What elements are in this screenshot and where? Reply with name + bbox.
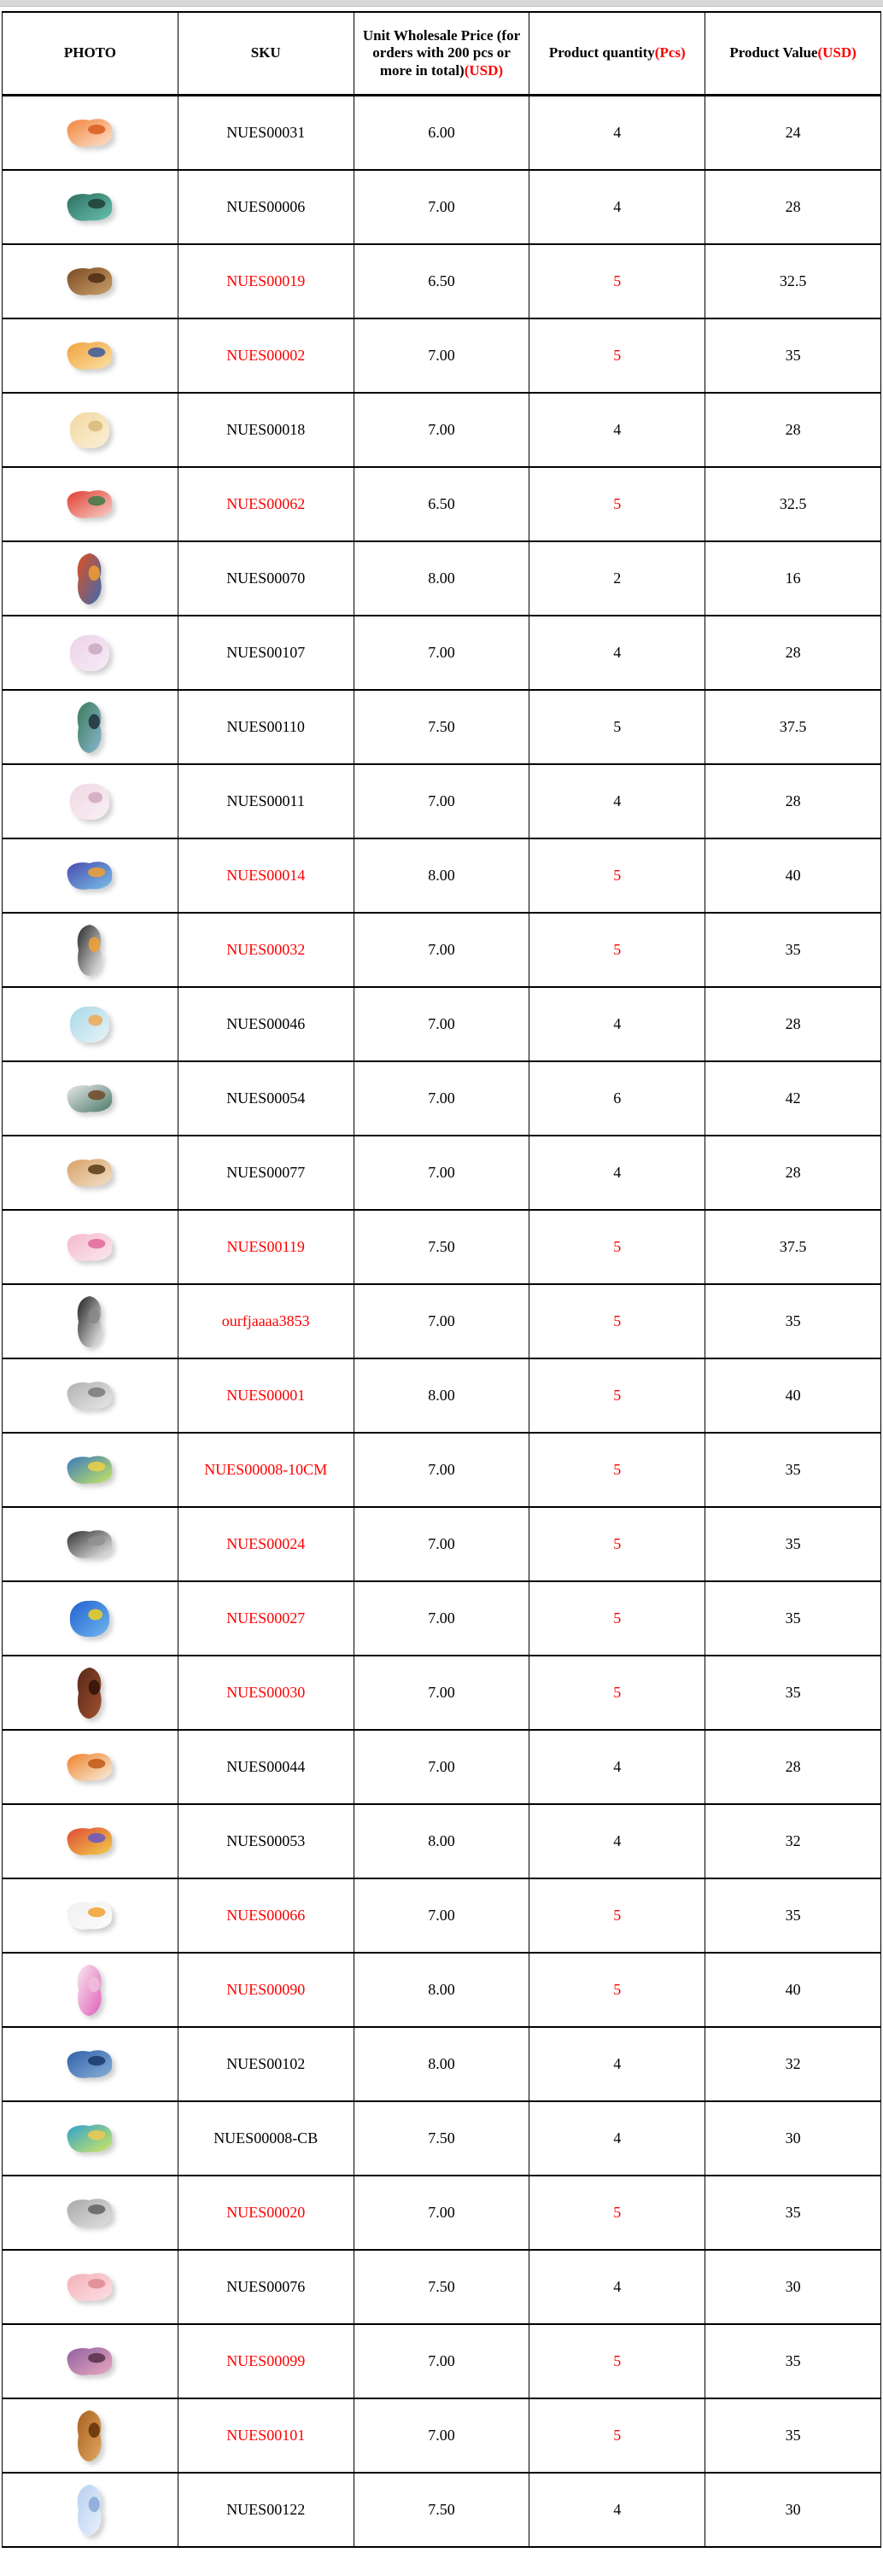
quantity-cell: 5 <box>529 690 705 764</box>
product-photo <box>3 96 178 169</box>
unit-price-cell: 7.00 <box>354 2324 529 2398</box>
unit-price-cell: 7.50 <box>354 690 529 764</box>
product-photo <box>3 1582 178 1655</box>
unit-price-cell: 7.00 <box>354 913 529 987</box>
unit-price-cell: 7.00 <box>354 1656 529 1730</box>
unit-price-cell: 7.00 <box>354 170 529 244</box>
photo-cell <box>3 393 178 467</box>
photo-cell <box>3 1878 178 1953</box>
value-cell: 37.5 <box>705 1210 881 1284</box>
product-photo <box>3 1136 178 1209</box>
sku-cell: NUES00077 <box>178 1136 354 1210</box>
value-cell: 35 <box>705 1507 881 1581</box>
table-row <box>3 1878 881 1953</box>
unit-price-cell: 8.00 <box>354 1804 529 1878</box>
mallard-duck-hair-claw-photo <box>61 1080 119 1118</box>
value-cell: 35 <box>705 1284 881 1358</box>
table-row <box>3 616 881 690</box>
value-cell: 40 <box>705 838 881 913</box>
pink-jellyfish-hair-claw-photo <box>71 1961 108 2019</box>
unit-price-cell: 8.00 <box>354 541 529 616</box>
value-cell: 32.5 <box>705 244 881 318</box>
photo-cell <box>3 2473 178 2547</box>
sku-cell: NUES00031 <box>178 96 354 171</box>
sku-cell: NUES00090 <box>178 1953 354 2027</box>
value-cell: 32.5 <box>705 467 881 541</box>
unit-price-cell: 7.00 <box>354 764 529 838</box>
sku-cell: NUES00030 <box>178 1656 354 1730</box>
table-row <box>3 1953 881 2027</box>
unit-price-cell: 7.50 <box>354 2473 529 2547</box>
photo-cell <box>3 318 178 393</box>
table-row <box>3 690 881 764</box>
mussel-shell-hair-claw-photo <box>71 698 108 756</box>
sku-cell: NUES00008-CB <box>178 2101 354 2176</box>
column-header-unit-wholesale-price <box>354 12 529 96</box>
page-top-edge <box>0 0 883 7</box>
photo-cell <box>3 764 178 838</box>
sea-turtle-hair-claw-photo <box>61 189 119 226</box>
product-photo <box>3 245 178 318</box>
column-header-text-red: (USD) <box>817 44 857 61</box>
product-photo <box>3 1731 178 1803</box>
gray-shark-hair-claw-photo <box>61 2194 119 2232</box>
product-photo <box>3 765 178 838</box>
product-photo <box>3 914 178 986</box>
fish-hair-comb-photo <box>61 2120 119 2158</box>
mahi-fish-hair-claw-photo <box>61 1452 119 1489</box>
table-row <box>3 1136 881 1210</box>
unit-price-cell: 6.50 <box>354 467 529 541</box>
product-photo <box>3 1062 178 1135</box>
photo-cell <box>3 1581 178 1656</box>
photo-cell <box>3 1656 178 1730</box>
quantity-cell: 5 <box>529 1433 705 1507</box>
pink-octopus-hair-claw-photo <box>66 632 114 675</box>
product-photo <box>3 691 178 763</box>
quantity-cell: 4 <box>529 393 705 467</box>
unit-price-cell: 7.00 <box>354 1136 529 1210</box>
column-header-text: Unit Wholesale Price (for orders with 200 pcs or more in total) <box>362 27 521 79</box>
unit-price-cell: 7.50 <box>354 2250 529 2324</box>
product-photo <box>3 2028 178 2100</box>
column-header-text: SKU <box>250 44 281 61</box>
quantity-cell: 4 <box>529 987 705 1061</box>
product-photo <box>3 988 178 1060</box>
quantity-cell: 5 <box>529 2176 705 2250</box>
photo-cell <box>3 1136 178 1210</box>
photo-cell <box>3 2101 178 2176</box>
sku-cell: NUES00122 <box>178 2473 354 2547</box>
quantity-cell: 4 <box>529 616 705 690</box>
sku-cell: NUES00020 <box>178 2176 354 2250</box>
value-cell: 24 <box>705 96 881 171</box>
value-cell: 35 <box>705 2176 881 2250</box>
quantity-cell: 4 <box>529 1804 705 1878</box>
sku-cell: NUES00119 <box>178 1210 354 1284</box>
product-photo <box>3 2176 178 2249</box>
table-row <box>3 2250 881 2324</box>
sku-cell: NUES00070 <box>178 541 354 616</box>
product-photo <box>3 1954 178 2026</box>
sku-cell: ourfjaaaa3853 <box>178 1284 354 1358</box>
table-row <box>3 1433 881 1507</box>
photo-cell <box>3 616 178 690</box>
sku-cell: NUES00001 <box>178 1358 354 1433</box>
quantity-cell: 5 <box>529 1284 705 1358</box>
sku-cell: NUES00019 <box>178 244 354 318</box>
value-cell: 35 <box>705 1581 881 1656</box>
quantity-cell: 4 <box>529 1730 705 1804</box>
crab-hair-claw-photo <box>61 114 119 152</box>
blue-tang-fish-hair-claw-photo <box>66 1598 114 1640</box>
unit-price-cell: 7.00 <box>354 1061 529 1136</box>
unit-price-cell: 8.00 <box>354 1358 529 1433</box>
sku-cell: NUES00110 <box>178 690 354 764</box>
photo-cell <box>3 913 178 987</box>
product-photo <box>3 2251 178 2323</box>
table-row <box>3 838 881 913</box>
table-row <box>3 2398 881 2473</box>
quantity-cell: 4 <box>529 96 705 171</box>
quantity-cell: 6 <box>529 1061 705 1136</box>
photo-cell <box>3 2027 178 2101</box>
sku-cell: NUES00054 <box>178 1061 354 1136</box>
cream-octopus-hair-claw-photo <box>66 409 114 452</box>
value-cell: 35 <box>705 1656 881 1730</box>
photo-cell <box>3 1210 178 1284</box>
value-cell: 42 <box>705 1061 881 1136</box>
column-header-text: Product Value <box>729 44 818 61</box>
quantity-cell: 4 <box>529 1136 705 1210</box>
product-photo <box>3 1805 178 1878</box>
photo-cell <box>3 244 178 318</box>
product-photo <box>3 616 178 689</box>
unit-price-cell: 7.00 <box>354 987 529 1061</box>
sku-cell: NUES00011 <box>178 764 354 838</box>
sku-cell: NUES00006 <box>178 170 354 244</box>
photo-cell <box>3 1433 178 1507</box>
value-cell: 28 <box>705 616 881 690</box>
photo-cell <box>3 2324 178 2398</box>
table-row <box>3 1804 881 1878</box>
product-photo <box>3 319 178 392</box>
unit-price-cell: 7.00 <box>354 2398 529 2473</box>
value-cell: 35 <box>705 2324 881 2398</box>
column-header-text: PHOTO <box>63 44 116 61</box>
product-photo <box>3 394 178 466</box>
sku-cell: NUES00024 <box>178 1507 354 1581</box>
sku-cell: NUES00102 <box>178 2027 354 2101</box>
sku-cell: NUES00062 <box>178 467 354 541</box>
table-row <box>3 913 881 987</box>
value-cell: 28 <box>705 1136 881 1210</box>
photo-cell <box>3 96 178 171</box>
photo-cell <box>3 690 178 764</box>
column-header-text: Product quantity <box>548 44 655 61</box>
unit-price-cell: 7.00 <box>354 1433 529 1507</box>
table-row <box>3 764 881 838</box>
leopard-fish-hair-claw-photo <box>61 1154 119 1192</box>
column-header-sku <box>178 12 354 96</box>
rainbow-hair-claw-photo <box>61 1823 119 1860</box>
unit-price-cell: 7.00 <box>354 1730 529 1804</box>
sku-cell: NUES00014 <box>178 838 354 913</box>
table-row <box>3 2324 881 2398</box>
unit-price-cell: 7.00 <box>354 2176 529 2250</box>
table-row <box>3 2027 881 2101</box>
value-cell: 28 <box>705 764 881 838</box>
sku-cell: NUES00066 <box>178 1878 354 1953</box>
unit-price-cell: 7.00 <box>354 1581 529 1656</box>
sku-cell: NUES00046 <box>178 987 354 1061</box>
quantity-cell: 5 <box>529 838 705 913</box>
table-body <box>3 96 881 2548</box>
column-header-text-red: (Pcs) <box>654 44 686 61</box>
quantity-cell: 4 <box>529 2473 705 2547</box>
value-cell: 28 <box>705 170 881 244</box>
unit-price-cell: 7.00 <box>354 1507 529 1581</box>
quantity-cell: 5 <box>529 1581 705 1656</box>
table-row <box>3 1061 881 1136</box>
conch-shell-hair-claw-photo <box>61 2343 119 2380</box>
table-row <box>3 1507 881 1581</box>
table-row <box>3 2101 881 2176</box>
table-row <box>3 1210 881 1284</box>
value-cell: 32 <box>705 2027 881 2101</box>
blobfish-hair-claw-photo <box>61 2269 119 2306</box>
quantity-cell: 5 <box>529 913 705 987</box>
value-cell: 30 <box>705 2250 881 2324</box>
value-cell: 37.5 <box>705 690 881 764</box>
quantity-cell: 2 <box>529 541 705 616</box>
value-cell: 28 <box>705 987 881 1061</box>
unit-price-cell: 7.00 <box>354 393 529 467</box>
penguin-hair-claw-photo <box>71 921 108 979</box>
quantity-cell: 5 <box>529 244 705 318</box>
sku-cell: NUES00018 <box>178 393 354 467</box>
photo-cell <box>3 1953 178 2027</box>
value-cell: 35 <box>705 2398 881 2473</box>
unit-price-cell: 7.00 <box>354 1284 529 1358</box>
quantity-cell: 4 <box>529 2101 705 2176</box>
unit-price-cell: 8.00 <box>354 2027 529 2101</box>
quantity-cell: 5 <box>529 1210 705 1284</box>
photo-cell <box>3 1730 178 1804</box>
product-photo <box>3 2325 178 2398</box>
quantity-cell: 5 <box>529 1656 705 1730</box>
quantity-cell: 5 <box>529 318 705 393</box>
cone-snail-shell-hair-claw-photo <box>71 2407 108 2465</box>
table-row <box>3 541 881 616</box>
photo-cell <box>3 1284 178 1358</box>
table-row <box>3 987 881 1061</box>
value-cell: 40 <box>705 1358 881 1433</box>
sku-cell: NUES00008-10CM <box>178 1433 354 1507</box>
product-photo <box>3 1285 178 1358</box>
unit-price-cell: 7.00 <box>354 1878 529 1953</box>
quantity-cell: 4 <box>529 2250 705 2324</box>
product-photo <box>3 468 178 540</box>
table-row <box>3 393 881 467</box>
unit-price-cell: 7.50 <box>354 2101 529 2176</box>
quantity-cell: 5 <box>529 1358 705 1433</box>
table-row <box>3 1730 881 1804</box>
table-row <box>3 2176 881 2250</box>
pufferfish-hair-claw-photo <box>66 1003 114 1046</box>
photo-cell <box>3 838 178 913</box>
manta-ray-hair-claw-photo <box>61 1526 119 1563</box>
unit-price-cell: 8.00 <box>354 838 529 913</box>
value-cell: 32 <box>705 1804 881 1878</box>
unit-price-cell: 7.50 <box>354 1210 529 1284</box>
sku-cell: NUES00044 <box>178 1730 354 1804</box>
value-cell: 40 <box>705 1953 881 2027</box>
table-row <box>3 1358 881 1433</box>
sku-cell: NUES00002 <box>178 318 354 393</box>
quantity-cell: 4 <box>529 170 705 244</box>
quantity-cell: 5 <box>529 467 705 541</box>
header-row <box>3 12 881 96</box>
product-photo <box>3 2474 178 2546</box>
column-header-product-quantity <box>529 12 705 96</box>
product-photo <box>3 542 178 615</box>
value-cell: 28 <box>705 393 881 467</box>
value-cell: 35 <box>705 913 881 987</box>
value-cell: 30 <box>705 2101 881 2176</box>
sku-cell: NUES00107 <box>178 616 354 690</box>
product-photo <box>3 1879 178 1952</box>
product-photo <box>3 2102 178 2175</box>
sku-cell: NUES00101 <box>178 2398 354 2473</box>
betta-fish-hair-claw-photo <box>61 857 119 895</box>
value-cell: 28 <box>705 1730 881 1804</box>
pink-seashell-hair-claw-photo <box>66 780 114 823</box>
pink-axolotl-hair-claw-photo <box>61 1229 119 1266</box>
red-koi-fish-hair-claw-photo <box>61 486 119 523</box>
photo-cell <box>3 1358 178 1433</box>
column-header-text-red: (USD) <box>464 61 504 79</box>
table-row <box>3 318 881 393</box>
quantity-cell: 5 <box>529 1878 705 1953</box>
photo-cell <box>3 2250 178 2324</box>
photo-cell <box>3 467 178 541</box>
value-cell: 30 <box>705 2473 881 2547</box>
product-photo <box>3 1434 178 1506</box>
sku-cell: NUES00076 <box>178 2250 354 2324</box>
quantity-cell: 5 <box>529 1507 705 1581</box>
product-photo <box>3 1359 178 1432</box>
sku-cell: NUES00099 <box>178 2324 354 2398</box>
photo-cell <box>3 987 178 1061</box>
table-row <box>3 2473 881 2547</box>
product-photo <box>3 171 178 243</box>
value-cell: 35 <box>705 1878 881 1953</box>
rooster-hair-claw-photo <box>71 550 108 608</box>
product-photo <box>3 2399 178 2472</box>
quantity-cell: 4 <box>529 764 705 838</box>
table-row <box>3 244 881 318</box>
table-row <box>3 1284 881 1358</box>
value-cell: 16 <box>705 541 881 616</box>
table-row <box>3 1656 881 1730</box>
product-table <box>2 11 881 2548</box>
value-cell: 35 <box>705 1433 881 1507</box>
table-row <box>3 96 881 171</box>
table-row <box>3 1581 881 1656</box>
sku-cell: NUES00027 <box>178 1581 354 1656</box>
otter-hair-claw-photo <box>61 263 119 301</box>
hammerhead-shark-hair-claw-photo <box>61 1377 119 1415</box>
clownfish-hair-claw-photo <box>61 1749 119 1786</box>
product-photo <box>3 1211 178 1283</box>
quantity-cell: 5 <box>529 2324 705 2398</box>
quantity-cell: 5 <box>529 2398 705 2473</box>
blue-jellyfish-hair-claw-photo <box>71 2481 108 2539</box>
product-photo <box>3 1656 178 1729</box>
quantity-cell: 4 <box>529 2027 705 2101</box>
column-header-product-value <box>705 12 881 96</box>
photo-cell <box>3 2398 178 2473</box>
table-row <box>3 467 881 541</box>
dark-ray-hair-claw-photo <box>71 1664 108 1722</box>
photo-cell <box>3 1507 178 1581</box>
value-cell: 35 <box>705 318 881 393</box>
photo-cell <box>3 1061 178 1136</box>
sku-cell: NUES00053 <box>178 1804 354 1878</box>
unit-price-cell: 7.00 <box>354 318 529 393</box>
unit-price-cell: 8.00 <box>354 1953 529 2027</box>
swan-hair-claw-photo <box>61 1897 119 1935</box>
photo-cell <box>3 170 178 244</box>
photo-cell <box>3 1804 178 1878</box>
product-photo <box>3 1508 178 1580</box>
product-photo <box>3 839 178 912</box>
quantity-cell: 5 <box>529 1953 705 2027</box>
unit-price-cell: 6.00 <box>354 96 529 171</box>
unit-price-cell: 6.50 <box>354 244 529 318</box>
spotted-frog-hair-claw-photo <box>61 337 119 375</box>
table-row <box>3 170 881 244</box>
sku-cell: NUES00032 <box>178 913 354 987</box>
dolphin-hair-claw-photo <box>61 2046 119 2083</box>
unit-price-cell: 7.00 <box>354 616 529 690</box>
orca-hair-claw-photo <box>71 1293 108 1351</box>
column-header-photo <box>3 12 178 96</box>
photo-cell <box>3 541 178 616</box>
photo-cell <box>3 2176 178 2250</box>
